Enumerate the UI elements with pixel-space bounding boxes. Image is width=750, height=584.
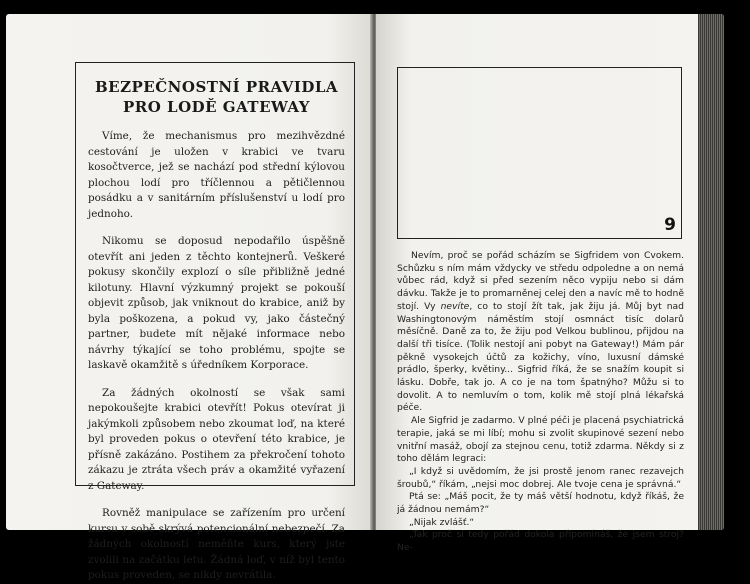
- box-title-line-1: BEZPEČNOSTNÍ PRAVIDLA: [94, 78, 339, 96]
- chapter-body-text: [397, 250, 684, 555]
- body-paragraph: Ale Sigfrid je zadarmo. V plné péči je placená psychiatrická terapie, jaká se mi líbí; mohu si zvolit skupinové sezení nebo vnitřní masáž, obojí za stejnou cenu, totiž zdarma. Někdy si z toho dělám legraci:: [397, 415, 684, 465]
- safety-rules-box: [75, 62, 355, 581]
- box-paragraph: Víme, že mechanismus pro mezihvězdné cestování je uložen v krabici ve tvaru kosočtverce, jež se nachází pod střední kýlovou plochou lodí pro tříčlennou a pětičlennou posádku a v sanitárním příslušenství u lodí pro jednoho.: [88, 130, 345, 220]
- dialogue-line: „I když si uvědomím, že jsi prostě jenom ranec rezavejch šroubů,“ říkám, „nejsi moc dobrej. Ale tvoje cena je správná.“: [397, 465, 684, 490]
- dialogue-line: Ptá se: „Máš pocit, že ty máš větší hodnotu, když říkáš, že já žádnou nemám?“: [397, 491, 684, 516]
- dialogue-line: „Nijak zvlášť.“: [409, 516, 475, 528]
- box-paragraph: Za žádných okolností se však sami nepokoušejte krabici otevřít! Pokus otevírat ji jakýmkoli způsobem nebo zkoumat loď, na které byl proveden pokus o otevření této krabice, je přísně zakázáno. Postihem za překročení tohoto zákazu je ztráta všech práv a okamžité vyřazení z Gateway.: [88, 386, 345, 492]
- dialogue-line: „Tak proč si tedy pořád dokola připomínáš, že jsem stroj? Ne-: [397, 529, 684, 554]
- box-title: [88, 77, 345, 117]
- chapter-heading-box: [397, 67, 682, 239]
- body-text-run: Nevím, proč se pořád scházím se Sigfridem von Cvokem. Schůzku s ním mám vždycky ve středu odpoledne a on nemá vůbec rád, když si před sezením něco vypiju nebo si dám dávku. Takže je to promarněnej celej den a navíc mě to hodně stojí. Vy: [397, 250, 684, 312]
- body-text-run: , co to stojí žít tak, jak žiju já. Můj byt nad Washingtonovým náměstím stojí osmnáct tisíc dolarů měsíčně. Daně za to, že žiju pod Velkou bublinou, přijdou na další tři tisíce. (Tolik nestojí ani pobyt na Gateway!) Mám pár pěkně vysokejch účtů za kožichy, víno, luxusní dámské prádlo, šperky, květiny... Sigfrid říká, že se snažím koupit si lásku. Dobře, tak jo. A co je na tom špatnýho? Můžu si to dovolit. A to nemluvím o tom, kolik mě stojí plná lékařská péče.: [397, 300, 685, 414]
- chapter-number: 9: [664, 215, 676, 235]
- page-stack-edge: [698, 14, 724, 530]
- box-paragraph: Rovněž manipulace se zařízením pro určení kursu v sobě skrývá potencionální nebezpečí. Za žádných okolností neměňte kurs, který jste zvolili na začátku letu. Žádná loď, v níž byl tento pokus proveden, se nikdy nevrátila.: [88, 507, 345, 581]
- body-paragraph: [397, 250, 684, 415]
- body-text-emphasis: nevíte: [440, 300, 470, 312]
- box-title-line-2: PRO LODĚ GATEWAY: [122, 98, 311, 116]
- box-paragraph: Nikomu se doposud nepodařilo úspěšně otevřít ani jeden z těchto kontejnerů. Veškeré pokusy skončily explozí o síle přibližně jedné kilotuny. Hlavní výzkumný projekt se pokouší objevit způsob, jak vniknout do krabice, aniž by byla poškozena, a pokud vy, jako částečný partner, budete mít nějaké informace nebo návrhy týkající se toho problému, spojte se laskavě okamžitě s úředníkem Korporace.: [88, 235, 345, 371]
